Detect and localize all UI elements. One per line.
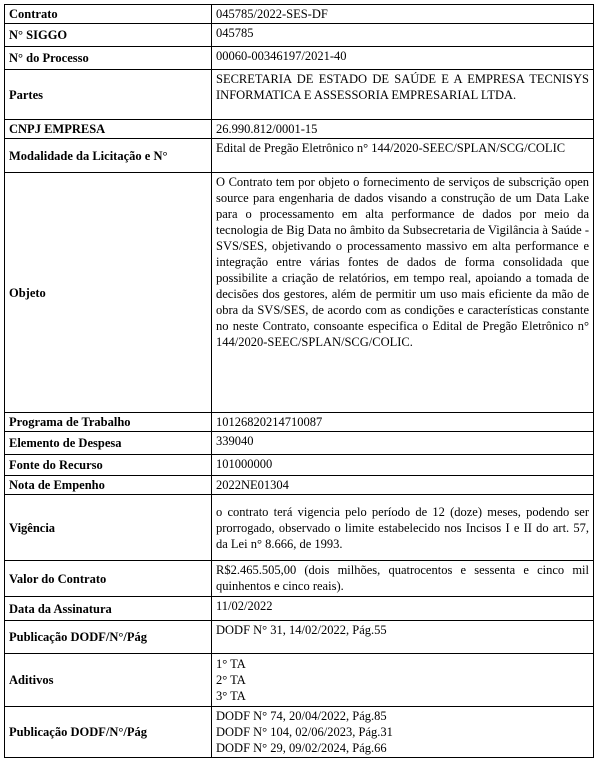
table-row [5,476,594,495]
row-value-empenho: 2022NE01304 [212,476,594,495]
row-value-partes: SECRETARIA DE ESTADO DE SAÚDE E A EMPRESA TECNISYS INFORMATICA E ASSESSORIA EMPRESARIAL LTDA. [212,70,594,120]
row-value-contrato: 045785/2022-SES-DF [212,5,594,24]
table-row [5,432,594,455]
row-label-cnpj: CNPJ EMPRESA [5,120,212,139]
row-value-aditivos [212,654,594,707]
contract-summary-table [4,4,594,758]
table-row [5,5,594,24]
aditivo-item: 3° TA [216,689,246,703]
table-row [5,173,594,413]
row-label-siggo: N° SIGGO [5,24,212,47]
row-value-cnpj: 26.990.812/0001-15 [212,120,594,139]
table-row [5,120,594,139]
aditivo-item: 1° TA [216,657,246,671]
row-label-processo: N° do Processo [5,47,212,70]
aditivo-item: 2° TA [216,673,246,687]
row-value-fonte: 101000000 [212,455,594,476]
table-row [5,24,594,47]
row-label-vigencia: Vigência [5,495,212,561]
table-row [5,654,594,707]
table-row [5,139,594,173]
row-label-programa: Programa de Trabalho [5,413,212,432]
table-row [5,561,594,597]
row-value-publicacao: DODF N° 31, 14/02/2022, Pág.55 [212,621,594,654]
table-row [5,413,594,432]
row-value-elemento: 339040 [212,432,594,455]
row-label-publicacao: Publicação DODF/N°/Pág [5,621,212,654]
row-value-siggo: 045785 [212,24,594,47]
row-label-objeto: Objeto [5,173,212,413]
row-label-aditivos: Aditivos [5,654,212,707]
row-label-empenho: Nota de Empenho [5,476,212,495]
row-label-elemento: Elemento de Despesa [5,432,212,455]
row-label-contrato: Contrato [5,5,212,24]
table-row [5,70,594,120]
row-value-vigencia: o contrato terá vigencia pelo período de 12 (doze) meses, podendo ser prorrogado, observado o limite estabelecido nos Incisos I e II do art. 57, da Lei n° 8.666, de 1993. [212,495,594,561]
table-row [5,455,594,476]
row-label-fonte: Fonte do Recurso [5,455,212,476]
row-label-assinatura: Data da Assinatura [5,597,212,621]
row-value-valor: R$2.465.505,00 (dois milhões, quatrocentos e sessenta e cinco mil quinhentos e cinco reais). [212,561,594,597]
row-label-valor: Valor do Contrato [5,561,212,597]
row-value-modalidade: Edital de Pregão Eletrônico n° 144/2020-SEEC/SPLAN/SCG/COLIC [212,139,594,173]
table-row [5,707,594,758]
table-row [5,495,594,561]
row-value-processo: 00060-00346197/2021-40 [212,47,594,70]
row-value-objeto: O Contrato tem por objeto o fornecimento de serviços de subscrição open source para engenharia de dados visando a construção de um Data Lake para o processamento em alta performance de dados por meio da tecnologia de Big Data no âmbito da Subsecretaria de Vigilância à Saúde - SVS/SES, objetivando o processamento massivo em alta performance e integração entre várias fontes de dados de forma consolidada que possibilite a criação de relatórios, em tempo real, apoiando a tomada de decisões dos gestores, além de permitir um uso mais eficiente da mão de obra da SVS/SES, de acordo com as condições e características constante no neste Contrato, consoante especifica o Edital de Pregão Eletrônico n° 144/2020-SEEC/SPLAN/SCG/COLIC. [212,173,594,413]
row-label-publicacao-aditivos: Publicação DODF/N°/Pág [5,707,212,758]
row-value-assinatura: 11/02/2022 [212,597,594,621]
publicacao-item: DODF N° 104, 02/06/2023, Pág.31 [216,725,393,739]
row-label-modalidade: Modalidade da Licitação e N° [5,139,212,173]
publicacao-item: DODF N° 29, 09/02/2024, Pág.66 [216,741,387,755]
row-label-partes: Partes [5,70,212,120]
row-value-programa: 10126820214710087 [212,413,594,432]
table-row [5,47,594,70]
publicacao-item: DODF N° 74, 20/04/2022, Pág.85 [216,709,387,723]
row-value-publicacao-aditivos [212,707,594,758]
table-row [5,597,594,621]
table-row [5,621,594,654]
